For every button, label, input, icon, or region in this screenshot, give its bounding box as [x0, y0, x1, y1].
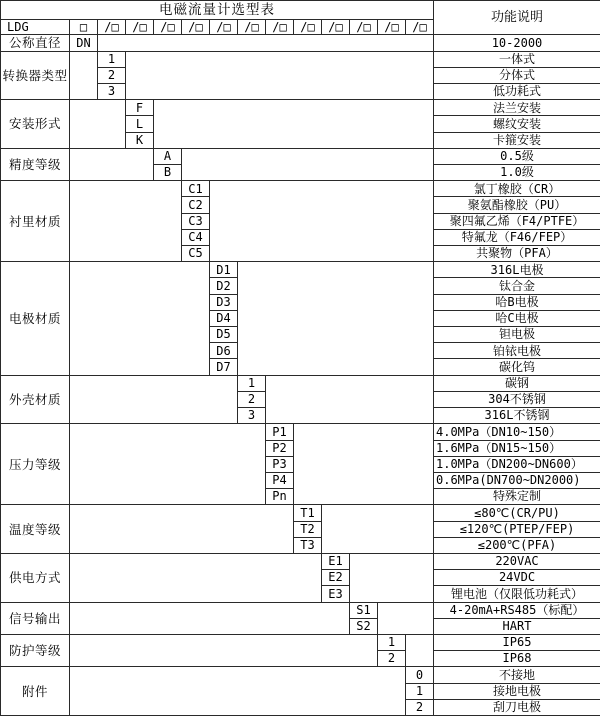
code-slot-box: /□: [322, 20, 350, 35]
option-code: Pn: [266, 489, 294, 505]
option-code: 1: [98, 51, 126, 67]
option-code: D1: [210, 262, 238, 278]
option-description: ≤80℃(CR/PU): [434, 505, 600, 521]
spacer-cell: [70, 262, 210, 375]
option-description: 碳钢: [434, 375, 600, 391]
option-code: 1: [238, 375, 266, 391]
option-description: 聚氨酯橡胶（PU）: [434, 197, 600, 213]
option-code: E1: [322, 553, 350, 569]
option-description: 氯丁橡胶（CR）: [434, 181, 600, 197]
spacer-cell: [70, 634, 378, 666]
option-code: 2: [98, 67, 126, 83]
option-code: C4: [182, 229, 210, 245]
option-code: E3: [322, 586, 350, 602]
option-code: 2: [378, 651, 406, 667]
option-description: 接地电极: [434, 683, 600, 699]
option-code: C5: [182, 246, 210, 262]
spacer-cell: [70, 505, 294, 554]
table-title: 电磁流量计选型表: [1, 1, 434, 20]
code-slot-box: /□: [154, 20, 182, 35]
spacer-cell: [70, 602, 350, 634]
category-label: 供电方式: [1, 553, 70, 602]
option-code: D6: [210, 343, 238, 359]
option-code: A: [154, 148, 182, 164]
option-description: 4.0MPa（DN10~150）: [434, 424, 600, 440]
spacer-cell: [126, 51, 434, 100]
option-code: K: [126, 132, 154, 148]
code-slot-box: /□: [126, 20, 154, 35]
option-code: P2: [266, 440, 294, 456]
option-code: 0: [406, 667, 434, 683]
option-code: F: [126, 100, 154, 116]
category-label: 温度等级: [1, 505, 70, 554]
option-code: T3: [294, 537, 322, 553]
function-column-header: 功能说明: [434, 1, 600, 35]
option-description: 24VDC: [434, 570, 600, 586]
spacer-cell: [322, 505, 434, 554]
code-slot-box: /□: [238, 20, 266, 35]
spacer-cell: [350, 553, 434, 602]
option-description: 钛合金: [434, 278, 600, 294]
option-code: T1: [294, 505, 322, 521]
spacer-cell: [70, 424, 266, 505]
option-code: 2: [406, 699, 434, 715]
option-code: 1: [378, 634, 406, 650]
option-code: L: [126, 116, 154, 132]
option-description: 1.0MPa（DN200~DN600）: [434, 456, 600, 472]
code-slot-box: /□: [182, 20, 210, 35]
option-description: 钽电极: [434, 327, 600, 343]
spacer-cell: [406, 634, 434, 666]
option-description: 卡箍安装: [434, 132, 600, 148]
option-description: 316L不锈钢: [434, 408, 600, 424]
option-code: B: [154, 165, 182, 181]
category-label: 公称直径: [1, 35, 70, 51]
spacer-cell: [70, 553, 322, 602]
option-description: 分体式: [434, 67, 600, 83]
code-slot-box: /□: [294, 20, 322, 35]
option-description: 304不锈钢: [434, 391, 600, 407]
option-code: 2: [238, 391, 266, 407]
option-description: 10-2000: [434, 35, 600, 51]
option-code: S2: [350, 618, 378, 634]
category-label: 衬里材质: [1, 181, 70, 262]
option-description: IP68: [434, 651, 600, 667]
code-slot-box: /□: [350, 20, 378, 35]
category-label: 附件: [1, 667, 70, 716]
option-description: 一体式: [434, 51, 600, 67]
code-slot-box: /□: [378, 20, 406, 35]
option-code: E2: [322, 570, 350, 586]
option-description: 法兰安装: [434, 100, 600, 116]
option-description: 哈B电极: [434, 294, 600, 310]
option-description: 碳化钨: [434, 359, 600, 375]
option-code: C2: [182, 197, 210, 213]
category-label: 电极材质: [1, 262, 70, 375]
option-code: D3: [210, 294, 238, 310]
option-description: HART: [434, 618, 600, 634]
spacer-cell: [182, 148, 434, 180]
model-prefix: LDG: [1, 20, 70, 35]
category-label: 防护等级: [1, 634, 70, 666]
option-description: 4-20mA+RS485（标配）: [434, 602, 600, 618]
spacer-cell: [70, 667, 406, 716]
category-label: 转换器类型: [1, 51, 70, 100]
category-label: 压力等级: [1, 424, 70, 505]
spacer-cell: [294, 424, 434, 505]
spacer-cell: [70, 51, 98, 100]
spacer-cell: [70, 148, 154, 180]
option-description: 220VAC: [434, 553, 600, 569]
option-code: 1: [406, 683, 434, 699]
code-slot-box: /□: [210, 20, 238, 35]
code-slot-box: /□: [98, 20, 126, 35]
option-code: T2: [294, 521, 322, 537]
option-description: 1.0级: [434, 165, 600, 181]
option-description: ≤200℃(PFA): [434, 537, 600, 553]
option-description: 0.6MPa(DN700~DN2000): [434, 472, 600, 488]
option-code: C3: [182, 213, 210, 229]
option-description: 聚四氟乙烯（F4/PTFE）: [434, 213, 600, 229]
option-code: P4: [266, 472, 294, 488]
spacer-cell: [70, 181, 182, 262]
option-description: 共聚物（PFA）: [434, 246, 600, 262]
spacer-cell: [154, 100, 434, 149]
category-label: 外壳材质: [1, 375, 70, 424]
option-description: 不接地: [434, 667, 600, 683]
option-code: S1: [350, 602, 378, 618]
spacer-cell: [266, 375, 434, 424]
code-slot-box: /□: [266, 20, 294, 35]
category-label: 安装形式: [1, 100, 70, 149]
option-code: C1: [182, 181, 210, 197]
option-code: D4: [210, 310, 238, 326]
spacer-cell: [238, 262, 434, 375]
option-code: 3: [98, 84, 126, 100]
option-description: 铂铱电极: [434, 343, 600, 359]
option-description: 低功耗式: [434, 84, 600, 100]
option-code: DN: [70, 35, 98, 51]
option-description: 特氟龙（F46/FEP）: [434, 229, 600, 245]
option-description: 特殊定制: [434, 489, 600, 505]
spacer-cell: [70, 375, 238, 424]
code-slot-box: /□: [406, 20, 434, 35]
option-description: ≤120℃(PTEP/FEP): [434, 521, 600, 537]
option-description: 0.5级: [434, 148, 600, 164]
option-description: 1.6MPa（DN15~150）: [434, 440, 600, 456]
spacer-cell: [210, 181, 434, 262]
option-code: D5: [210, 327, 238, 343]
option-code: D2: [210, 278, 238, 294]
option-description: 刮刀电极: [434, 699, 600, 715]
option-description: 316L电极: [434, 262, 600, 278]
code-slot-box: □: [70, 20, 98, 35]
spacer-cell: [70, 100, 126, 149]
category-label: 精度等级: [1, 148, 70, 180]
option-description: IP65: [434, 634, 600, 650]
option-code: 3: [238, 408, 266, 424]
spacer-cell: [378, 602, 434, 634]
option-description: 锂电池（仅限低功耗式）: [434, 586, 600, 602]
spacer-cell: [98, 35, 434, 51]
option-description: 哈C电极: [434, 310, 600, 326]
option-code: P3: [266, 456, 294, 472]
option-description: 螺纹安装: [434, 116, 600, 132]
option-code: P1: [266, 424, 294, 440]
option-code: D7: [210, 359, 238, 375]
category-label: 信号输出: [1, 602, 70, 634]
